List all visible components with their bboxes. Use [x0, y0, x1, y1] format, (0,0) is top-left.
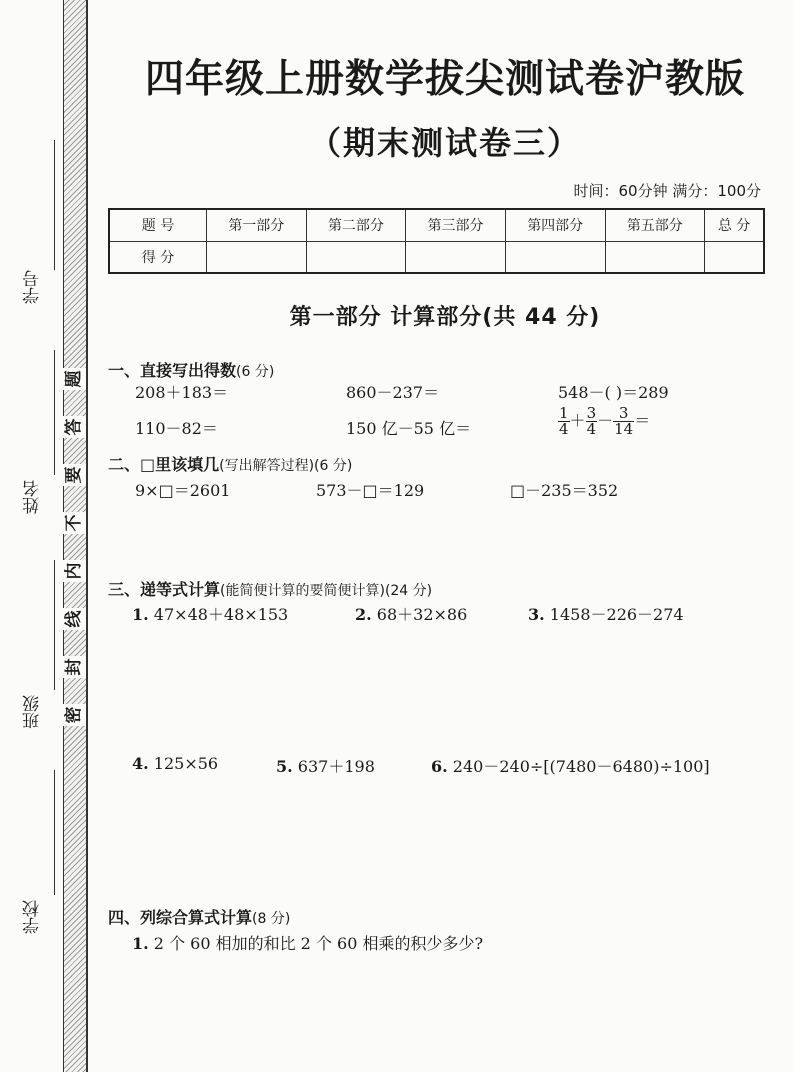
school-field [16, 770, 46, 970]
binding-char: 题 [62, 368, 86, 390]
question-item: 9×□＝2601 [135, 481, 231, 500]
question-item: 5. 637＋198 [276, 757, 375, 776]
binding-char: 封 [62, 656, 86, 678]
fraction: $\frac{3}{4}$ [586, 404, 597, 438]
question-item: 573－□＝129 [316, 481, 425, 500]
binding-char: 要 [62, 464, 86, 486]
question-item: 150 亿－55 亿＝ [346, 419, 472, 438]
score-entry-cell[interactable] [705, 241, 764, 273]
section-note: (8 分) [252, 911, 291, 927]
table-cell: 第三部分 [406, 209, 506, 241]
score-entry-cell[interactable] [505, 241, 605, 273]
page-subtitle: （期末测试卷三） [308, 124, 581, 162]
fraction: $\frac{1}{4}$ [559, 404, 569, 438]
section-title [108, 358, 274, 381]
score-table-header-row [109, 209, 764, 241]
student-id-line[interactable] [54, 140, 55, 270]
question-item: 1. 47×48＋48×153 [132, 605, 289, 624]
binding-char: 不 [62, 512, 86, 534]
score-entry-cell[interactable] [306, 241, 406, 273]
binding-char: 线 [62, 608, 86, 630]
section-note: (写出解答过程)(6 分) [219, 458, 353, 474]
table-cell: 得 分 [109, 241, 207, 273]
class-label: 班级 [23, 695, 43, 729]
binding-char: 内 [62, 560, 86, 582]
binding-margin [63, 0, 88, 1072]
section-heading: 四、列综合算式计算 [108, 908, 253, 927]
operator: ＋ [569, 411, 586, 430]
score-table-score-row [109, 241, 764, 273]
class-field [16, 560, 46, 760]
time-score-info: 时间：60分钟 满分：100分 [573, 182, 761, 200]
section-note: (6 分) [236, 364, 275, 380]
question-item: □－235＝352 [510, 481, 619, 500]
question-item: 6. 240－240÷[(7480－6480)÷100] [431, 757, 710, 776]
school-label: 学校 [23, 900, 43, 934]
student-name-line[interactable] [54, 350, 55, 475]
table-cell: 第一部分 [207, 209, 307, 241]
table-cell: 第四部分 [505, 209, 605, 241]
question-item: 110－82＝ [135, 419, 218, 438]
section-heading: 三、递等式计算 [108, 580, 221, 599]
student-id-label: 学号 [23, 270, 43, 304]
binding-char: 密 [62, 704, 86, 726]
fraction-question [558, 406, 650, 437]
question-item: 208＋183＝ [135, 383, 229, 402]
question-item: 860－237＝ [346, 383, 440, 402]
score-entry-cell[interactable] [406, 241, 506, 273]
question-item: 4. 125×56 [132, 754, 219, 773]
operator: ＝ [634, 411, 651, 430]
section-title [108, 577, 432, 600]
table-cell: 总 分 [705, 209, 764, 241]
question-item: 548－( )＝289 [558, 383, 669, 402]
operator: － [597, 411, 614, 430]
section-heading: 二、□里该填几 [108, 455, 220, 474]
section-note: (能简便计算的要简便计算)(24 分) [220, 583, 433, 599]
page-title: 四年级上册数学拔尖测试卷沪教版 [144, 57, 745, 102]
student-name-label: 姓名 [23, 480, 43, 514]
school-line[interactable] [54, 770, 55, 895]
binding-char: 答 [62, 416, 86, 438]
student-id-field [16, 140, 46, 350]
score-table [108, 208, 765, 274]
section-title [108, 452, 352, 475]
class-line[interactable] [54, 560, 55, 690]
table-cell: 题 号 [109, 209, 207, 241]
table-cell: 第五部分 [605, 209, 705, 241]
part-title: 第一部分 计算部分(共 44 分) [289, 305, 601, 330]
fraction: $\frac{3}{14}$ [614, 404, 634, 438]
student-name-field [16, 350, 46, 550]
score-entry-cell[interactable] [207, 241, 307, 273]
question-item: 1. 2 个 60 相加的和比 2 个 60 相乘的积少多少? [132, 934, 484, 953]
question-item: 3. 1458－226－274 [528, 605, 684, 624]
question-item: 2. 68＋32×86 [355, 605, 468, 624]
section-title [108, 905, 290, 928]
score-entry-cell[interactable] [605, 241, 705, 273]
table-cell: 第二部分 [306, 209, 406, 241]
section-heading: 一、直接写出得数 [108, 361, 237, 380]
